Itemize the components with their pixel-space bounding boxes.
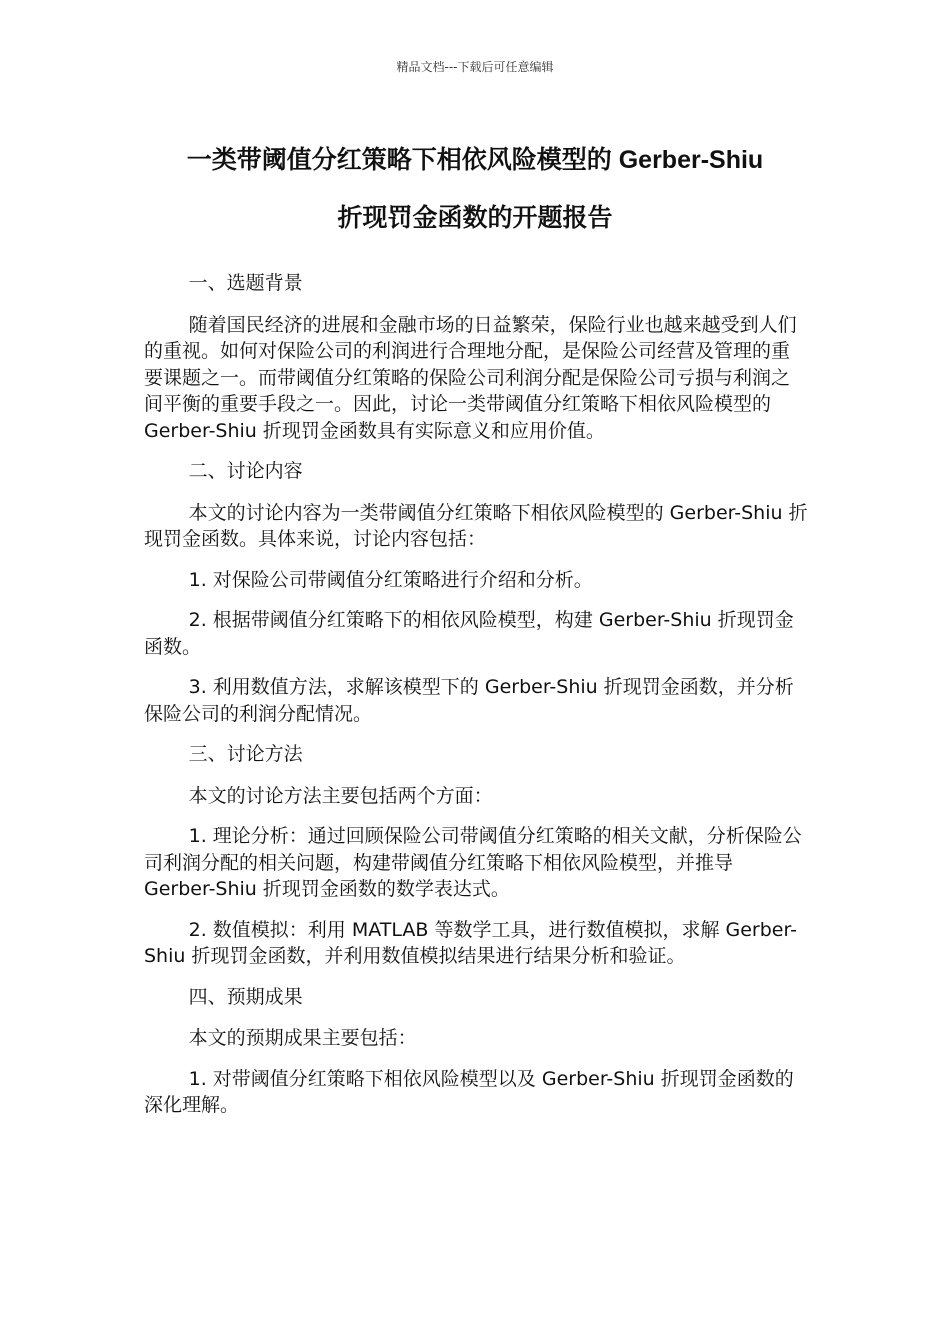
document-title-line-2: 折现罚金函数的开题报告 xyxy=(337,204,613,232)
paragraph-outcomes-intro: 本文的预期成果主要包括： xyxy=(188,1027,417,1049)
document-body xyxy=(144,270,808,1133)
list-item-outcomes-1: 1. 对带阈值分红策略下相依风险模型以及 Gerber-Shiu 折现罚金函数的深化理解。 xyxy=(144,1067,794,1116)
document-title-line-1: 一类带阈值分红策略下相依风险模型的 Gerber-Shiu xyxy=(186,146,764,174)
header-note: 精品文档---下载后可任意编辑 xyxy=(396,60,554,74)
paragraph-background: 随着国民经济的进展和金融市场的日益繁荣，保险行业也越来越受到人们的重视。如何对保险公司的利润进行合理地分配，是保险公司经营及管理的重要课题之一。而带阈值分红策略的保险公司利润分配是保险公司亏损与利润之间平衡的重要手段之一。因此，讨论一类带阈值分红策略下相依风险模型的 Gerber-Shiu 折现罚金函数具有实际意义和应用价值。 xyxy=(144,313,797,442)
list-item-content-2: 2. 根据带阈值分红策略下的相依风险模型，构建 Gerber-Shiu 折现罚金函数。 xyxy=(144,609,794,658)
list-item-methods-1: 1. 理论分析：通过回顾保险公司带阈值分红策略的相关文献，分析保险公司利润分配的相关问题，构建带阈值分红策略下相依风险模型，并推导 Gerber-Shiu 折现罚金函数的数学表达式。 xyxy=(144,825,802,900)
list-item-methods-2: 2. 数值模拟：利用 MATLAB 等数学工具，进行数值模拟，求解 Gerber-Shiu 折现罚金函数，并利用数值模拟结果进行结果分析和验证。 xyxy=(144,918,797,967)
paragraph-content-intro: 本文的讨论内容为一类带阈值分红策略下相依风险模型的 Gerber-Shiu 折现罚金函数。具体来说，讨论内容包括： xyxy=(144,501,808,550)
section-heading-outcomes: 四、预期成果 xyxy=(188,985,303,1008)
paragraph-methods-intro: 本文的讨论方法主要包括两个方面： xyxy=(188,784,493,807)
section-heading-background: 一、选题背景 xyxy=(188,272,303,294)
list-item-content-3: 3. 利用数值方法，求解该模型下的 Gerber-Shiu 折现罚金函数，并分析保险公司的利润分配情况。 xyxy=(144,676,794,725)
list-item-content-1: 1. 对保险公司带阈值分红策略进行介绍和分析。 xyxy=(188,568,593,591)
section-heading-methods: 三、讨论方法 xyxy=(188,743,303,765)
section-heading-content: 二、讨论内容 xyxy=(188,460,303,482)
